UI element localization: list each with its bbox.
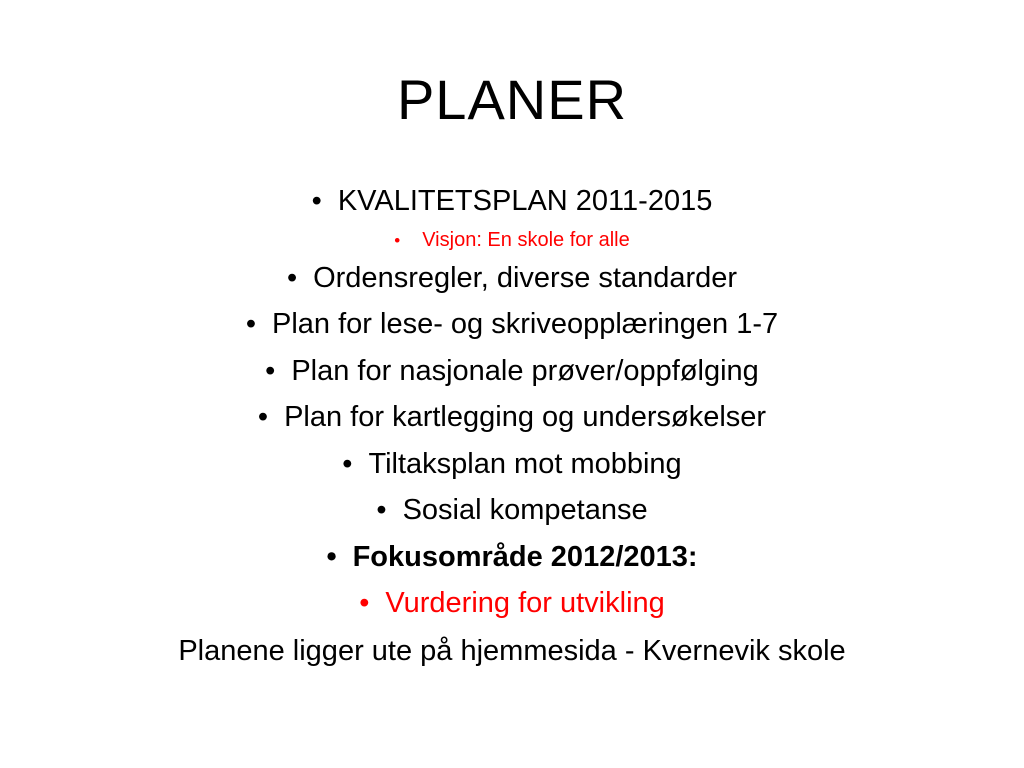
bullet-item-kvalitetsplan [0, 178, 1024, 225]
bullet-item-visjon [0, 225, 1024, 255]
bullet-text: KVALITETSPLAN 2011-2015 [337, 185, 713, 217]
bullet-icon: • [326, 540, 337, 573]
bullet-icon: • [257, 401, 269, 433]
bullet-item-nasjonale-prover [0, 348, 1024, 395]
bullet-icon: • [311, 185, 322, 217]
bullet-icon: • [394, 230, 401, 250]
bullet-text: Plan for lese- og skriveopplæringen 1-7 [272, 308, 779, 340]
footer-note [0, 627, 1024, 675]
bullet-list [0, 178, 1024, 675]
footer-note-text: Planene ligger ute på hjemmesida - Kvernevik skole [178, 634, 846, 667]
bullet-text: Tiltaksplan mot mobbing [368, 447, 682, 480]
bullet-text: Visjon: En skole for alle [422, 228, 630, 251]
slide-title: PLANER [396, 68, 628, 131]
bullet-item-mobbing [0, 441, 1024, 488]
bullet-icon: • [245, 308, 256, 340]
bullet-icon: • [376, 494, 387, 526]
bullet-item-vurdering [0, 580, 1024, 627]
bullet-text: Plan for nasjonale prøver/oppfølging [291, 354, 759, 387]
bullet-icon: • [265, 354, 276, 387]
bullet-item-ordensregler [0, 255, 1024, 302]
bullet-item-lese-skrive [0, 301, 1024, 348]
bullet-text: Fokusområde 2012/2013: [352, 540, 698, 573]
bullet-text: Vurdering for utvikling [385, 587, 665, 619]
bullet-text: Plan for kartlegging og undersøkelser [284, 401, 767, 433]
bullet-icon: • [359, 587, 370, 619]
bullet-text: Sosial kompetanse [402, 494, 648, 526]
bullet-text: Ordensregler, diverse standarder [313, 261, 738, 294]
bullet-item-fokusomrade [0, 534, 1024, 581]
bullet-icon: • [342, 447, 353, 480]
bullet-icon: • [286, 261, 298, 294]
bullet-item-kartlegging [0, 394, 1024, 441]
bullet-item-sosial-kompetanse [0, 487, 1024, 534]
